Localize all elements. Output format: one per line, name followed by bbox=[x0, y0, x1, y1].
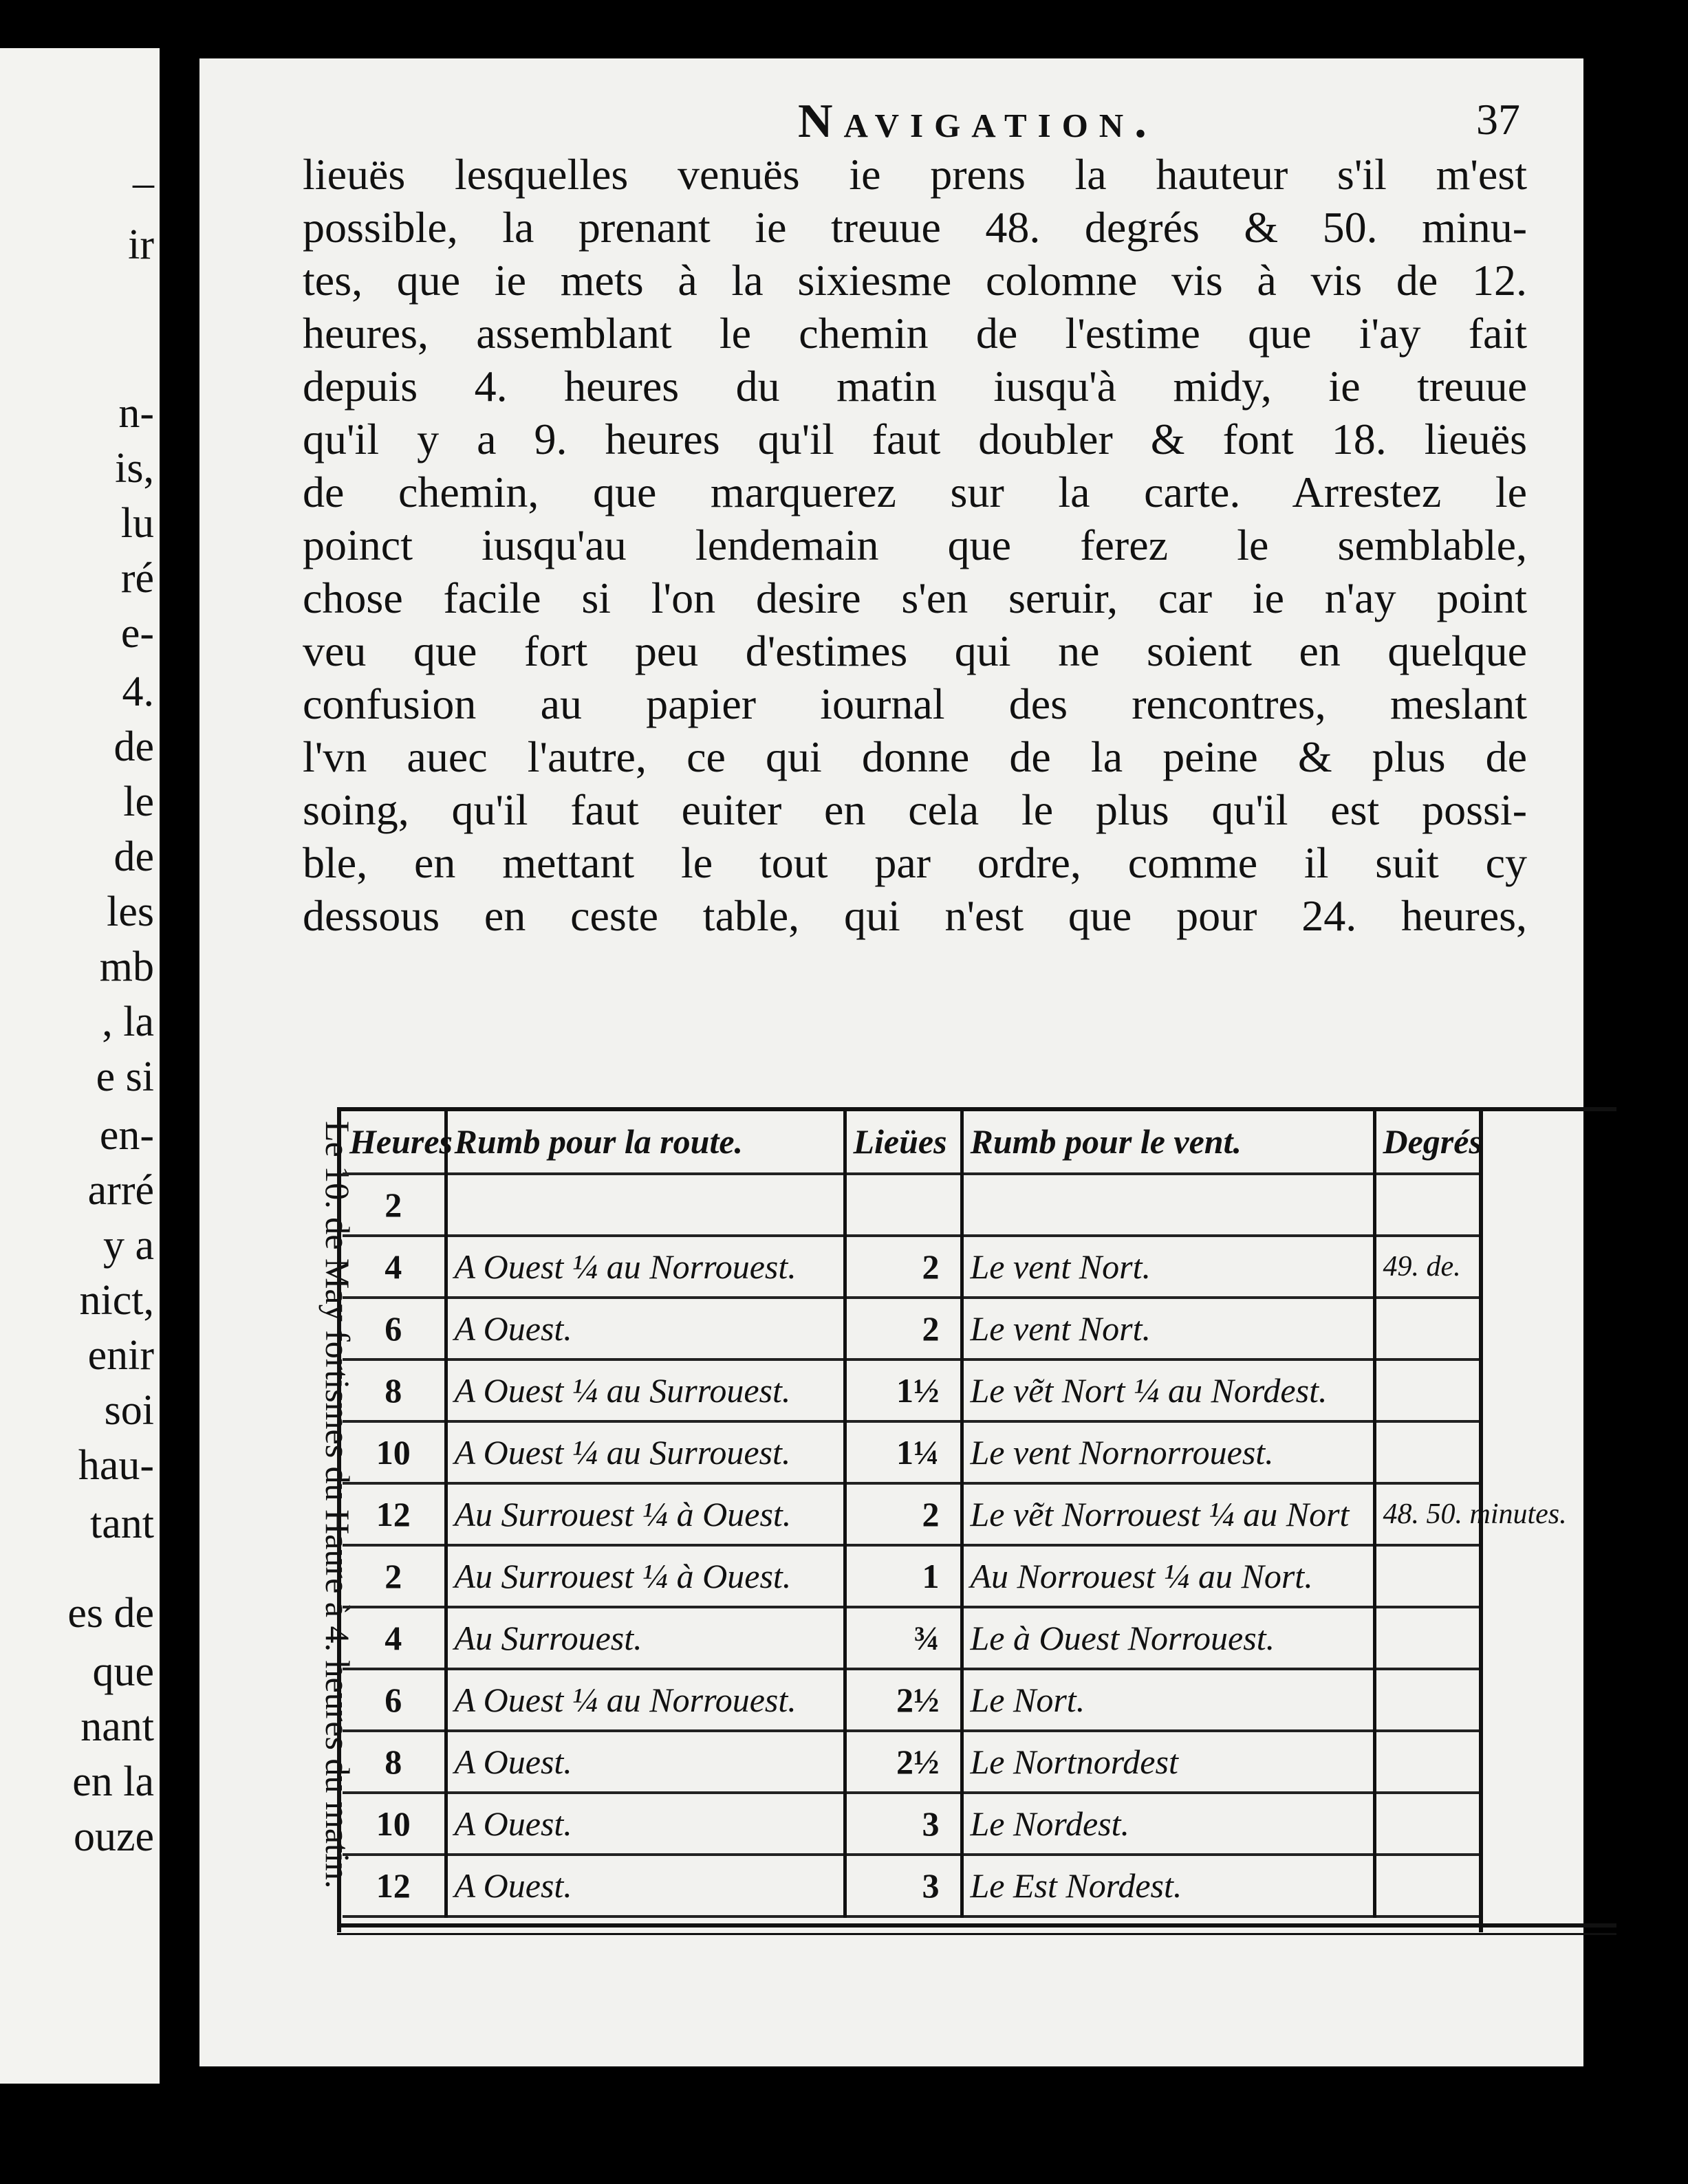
cell-heures: 2 bbox=[343, 1545, 446, 1607]
cell-degres bbox=[1374, 1731, 1479, 1793]
body-line: qu'il y a 9. heures qu'il faut doubler & font 18. lieuës bbox=[303, 415, 1527, 463]
cell-vent: Le vent Nornorrouest. bbox=[962, 1421, 1374, 1483]
navigation-log-table bbox=[337, 1042, 1616, 1936]
facing-page-line: – bbox=[133, 160, 154, 206]
facing-page-line: y a bbox=[102, 1222, 154, 1269]
facing-page-line: nant bbox=[80, 1703, 154, 1750]
facing-page-line: soi bbox=[104, 1387, 154, 1434]
body-line: l'vn auec l'autre, ce qui donne de la peine & plus de bbox=[303, 732, 1527, 781]
table-row bbox=[343, 1421, 1479, 1483]
cell-degres bbox=[1374, 1855, 1479, 1917]
cell-route: A Ouest ¼ au Norrouest. bbox=[446, 1236, 845, 1298]
cell-heures: 10 bbox=[343, 1421, 446, 1483]
body-line: heures, assemblant le chemin de l'estime que i'ay fait bbox=[303, 309, 1527, 358]
facing-page-line: mb bbox=[99, 943, 154, 990]
facing-page-line: arré bbox=[87, 1167, 154, 1214]
facing-page-line: nict, bbox=[79, 1277, 154, 1324]
cell-route: A Ouest. bbox=[446, 1793, 845, 1855]
cell-route: A Ouest. bbox=[446, 1731, 845, 1793]
cell-route: A Ouest ¼ au Norrouest. bbox=[446, 1669, 845, 1731]
facing-page-line: lu bbox=[120, 500, 154, 547]
facing-page-fragment bbox=[0, 48, 160, 2084]
cell-vent: Le Nort. bbox=[962, 1669, 1374, 1731]
cell-lieues: 1 bbox=[845, 1545, 962, 1607]
facing-page-line: es de bbox=[67, 1590, 154, 1637]
cell-vent: Le Est Nordest. bbox=[962, 1855, 1374, 1917]
facing-page-line: en- bbox=[99, 1112, 154, 1159]
cell-vent: Au Norrouest ¼ au Nort. bbox=[962, 1545, 1374, 1607]
book-gutter bbox=[160, 0, 199, 2184]
facing-page-line: ré bbox=[120, 555, 154, 602]
facing-page-line: ouze bbox=[73, 1813, 154, 1860]
cell-heures: 10 bbox=[343, 1793, 446, 1855]
cell-degres bbox=[1374, 1545, 1479, 1607]
body-line: soing, qu'il faut euiter en cela le plus qu'il est possi- bbox=[303, 785, 1527, 834]
body-line: depuis 4. heures du matin iusqu'à midy, ie treuue bbox=[303, 362, 1527, 411]
cell-lieues: 2½ bbox=[845, 1669, 962, 1731]
body-line: lieuës lesquelles venuës ie prens la hauteur s'il m'est bbox=[303, 150, 1527, 199]
cell-lieues: 1½ bbox=[845, 1359, 962, 1421]
facing-page-line: les bbox=[107, 888, 154, 935]
cell-heures: 12 bbox=[343, 1855, 446, 1917]
cell-heures: 8 bbox=[343, 1359, 446, 1421]
cell-route: A Ouest ¼ au Surrouest. bbox=[446, 1359, 845, 1421]
facing-page-line: , la bbox=[102, 998, 154, 1045]
cell-degres: 49. de. bbox=[1374, 1236, 1479, 1298]
body-line: ble, en mettant le tout par ordre, comme il suit cy bbox=[303, 838, 1527, 887]
log-table bbox=[343, 1111, 1567, 1918]
body-line: possible, la prenant ie treuue 48. degrés & 50. minu- bbox=[303, 203, 1527, 252]
table-row bbox=[343, 1236, 1479, 1298]
header-rumb-vent: Rumb pour le vent. bbox=[962, 1111, 1374, 1174]
cell-degres bbox=[1374, 1669, 1479, 1731]
body-line: tes, que ie mets à la sixiesme colomne vis à vis de 12. bbox=[303, 256, 1527, 305]
header-heures: Heures bbox=[343, 1111, 446, 1174]
cell-lieues: 1¼ bbox=[845, 1421, 962, 1483]
table-row bbox=[343, 1359, 1479, 1421]
cell-route: Au Surrouest. bbox=[446, 1607, 845, 1669]
cell-vent: Le vent Nort. bbox=[962, 1298, 1374, 1359]
header-rumb-route: Rumb pour la route. bbox=[446, 1111, 845, 1174]
table-row bbox=[343, 1483, 1479, 1545]
table-left-rule bbox=[337, 1107, 341, 1932]
cell-degres bbox=[1374, 1359, 1479, 1421]
cell-vent: Le à Ouest Norrouest. bbox=[962, 1607, 1374, 1669]
cell-vent bbox=[962, 1174, 1374, 1236]
cell-route: A Ouest. bbox=[446, 1855, 845, 1917]
table-bottom-rule bbox=[337, 1923, 1616, 1928]
cell-lieues: 3 bbox=[845, 1793, 962, 1855]
facing-page-line: tant bbox=[90, 1500, 154, 1547]
cell-lieues: 2½ bbox=[845, 1731, 962, 1793]
cell-degres bbox=[1374, 1298, 1479, 1359]
facing-page-line: e si bbox=[96, 1053, 154, 1100]
cell-route bbox=[446, 1174, 845, 1236]
cell-lieues: ¾ bbox=[845, 1607, 962, 1669]
table-header-row bbox=[343, 1111, 1479, 1174]
header-lieues: Lieües bbox=[845, 1111, 962, 1174]
table-row bbox=[343, 1298, 1479, 1359]
cell-heures: 2 bbox=[343, 1174, 446, 1236]
cell-lieues bbox=[845, 1174, 962, 1236]
facing-page-line: n- bbox=[118, 390, 154, 437]
cell-route: A Ouest. bbox=[446, 1298, 845, 1359]
cell-degres: 48. 50. minutes. bbox=[1374, 1483, 1479, 1545]
side-note-text: Le 10. de May fortismes du Haure à 4. heures du matin. bbox=[318, 1121, 357, 1889]
cell-heures: 4 bbox=[343, 1236, 446, 1298]
cell-vent: Le vent Nort. bbox=[962, 1236, 1374, 1298]
table-row bbox=[343, 1793, 1479, 1855]
cell-lieues: 3 bbox=[845, 1855, 962, 1917]
table-row bbox=[343, 1855, 1479, 1917]
cell-degres bbox=[1374, 1607, 1479, 1669]
page-number: 37 bbox=[1476, 95, 1520, 144]
facing-page-line: que bbox=[92, 1648, 154, 1695]
table-row bbox=[343, 1174, 1479, 1236]
header-degres: Degrés bbox=[1374, 1111, 1479, 1174]
table-row bbox=[343, 1607, 1479, 1669]
body-line: dessous en ceste table, qui n'est que pour 24. heures, bbox=[303, 891, 1527, 940]
cell-vent: Le Nordest. bbox=[962, 1793, 1374, 1855]
cell-lieues: 2 bbox=[845, 1236, 962, 1298]
cell-heures: 12 bbox=[343, 1483, 446, 1545]
cell-heures: 4 bbox=[343, 1607, 446, 1669]
cell-route: A Ouest ¼ au Surrouest. bbox=[446, 1421, 845, 1483]
cell-heures: 8 bbox=[343, 1731, 446, 1793]
facing-page-line: is, bbox=[115, 445, 154, 492]
cell-route: Au Surrouest ¼ à Ouest. bbox=[446, 1483, 845, 1545]
cell-lieues: 2 bbox=[845, 1483, 962, 1545]
facing-page-line: en la bbox=[72, 1758, 154, 1805]
page-header bbox=[564, 94, 1520, 156]
facing-page-line: enir bbox=[87, 1332, 154, 1379]
book-page bbox=[199, 58, 1583, 2066]
facing-page-line: e- bbox=[120, 610, 154, 657]
cell-route: Au Surrouest ¼ à Ouest. bbox=[446, 1545, 845, 1607]
table-row bbox=[343, 1669, 1479, 1731]
table-row bbox=[343, 1545, 1479, 1607]
cell-degres bbox=[1374, 1174, 1479, 1236]
table-bottom-rule-thin bbox=[337, 1933, 1616, 1935]
facing-page-line: 4. bbox=[122, 668, 154, 715]
cell-lieues: 2 bbox=[845, 1298, 962, 1359]
body-paragraph bbox=[303, 148, 1527, 942]
cell-vent: Le Nortnordest bbox=[962, 1731, 1374, 1793]
facing-page-line: ir bbox=[128, 221, 154, 268]
running-title: Navigation. bbox=[798, 95, 1158, 148]
cell-heures: 6 bbox=[343, 1298, 446, 1359]
facing-page-line: hau- bbox=[78, 1442, 154, 1489]
body-line: veu que fort peu d'estimes qui ne soient en quelque bbox=[303, 626, 1527, 675]
cell-degres bbox=[1374, 1421, 1479, 1483]
facing-page-line: le bbox=[123, 778, 154, 825]
cell-vent: Le vẽt Nort ¼ au Nordest. bbox=[962, 1359, 1374, 1421]
cell-vent: Le vẽt Norrouest ¼ au Nort bbox=[962, 1483, 1374, 1545]
body-line: chose facile si l'on desire s'en seruir, car ie n'ay point bbox=[303, 574, 1527, 622]
body-line: confusion au papier iournal des rencontres, meslant bbox=[303, 679, 1527, 728]
facing-page-line: de bbox=[113, 833, 154, 880]
table-row bbox=[343, 1731, 1479, 1793]
body-line: de chemin, que marquerez sur la carte. Arrestez le bbox=[303, 468, 1527, 516]
facing-page-line: de bbox=[113, 723, 154, 770]
body-line: poinct iusqu'au lendemain que ferez le semblable, bbox=[303, 521, 1527, 569]
cell-degres bbox=[1374, 1793, 1479, 1855]
cell-heures: 6 bbox=[343, 1669, 446, 1731]
